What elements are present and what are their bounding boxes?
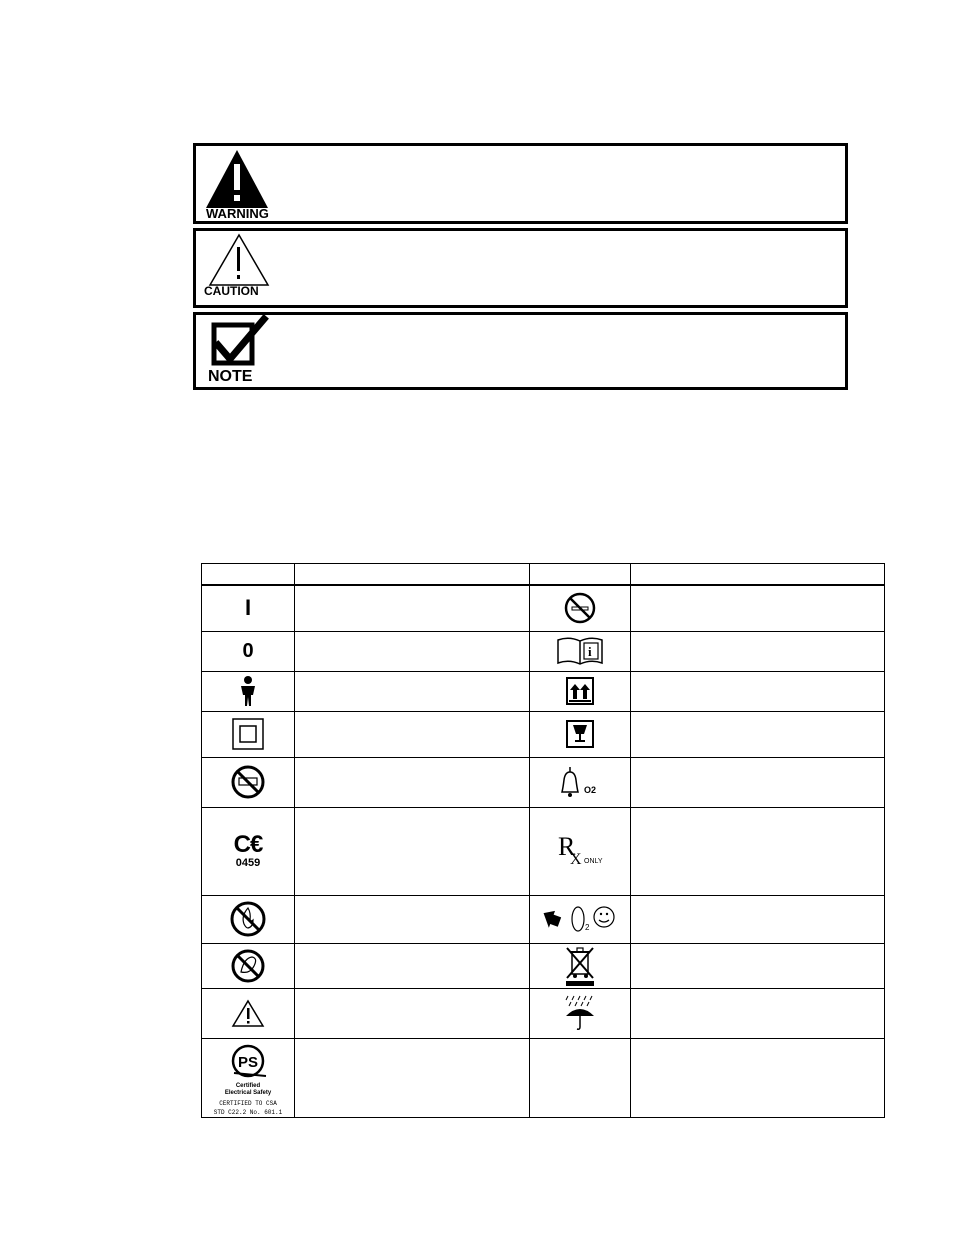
header-cell (631, 564, 885, 586)
csa-certified-text: Certified (235, 1082, 261, 1089)
rx-r-letter: R (558, 832, 576, 861)
note-box (193, 312, 848, 390)
type-b-applied-part-icon (202, 671, 295, 711)
table-cell (295, 988, 530, 1038)
rx-x-letter: X (570, 851, 582, 868)
this-way-up-icon (530, 671, 631, 711)
csa-certification-icon (202, 1038, 295, 1117)
fragile-icon (530, 711, 631, 757)
table-row (202, 711, 885, 757)
no-oil-grease-icon (202, 757, 295, 807)
table-cell (295, 631, 530, 671)
caution-box (193, 228, 848, 308)
table-cell (631, 895, 885, 943)
table-row (202, 585, 885, 631)
table-cell (295, 1038, 530, 1117)
table-cell (295, 757, 530, 807)
table-row (202, 988, 885, 1038)
ce-mark-icon (202, 807, 295, 895)
table-header-row (202, 564, 885, 586)
table-cell (295, 585, 530, 631)
attention-triangle-icon (202, 988, 295, 1038)
csa-ps-letters: PS (238, 1053, 259, 1071)
keep-dry-icon (530, 988, 631, 1038)
consult-instructions-icon (530, 631, 631, 671)
warning-label: WARNING (206, 206, 269, 221)
class-ii-equipment-icon (202, 711, 295, 757)
table-cell (295, 807, 530, 895)
power-off-glyph: 0 (242, 639, 254, 662)
weee-disposal-icon (530, 943, 631, 988)
table-cell (295, 671, 530, 711)
table-cell (295, 711, 530, 757)
table-cell (295, 943, 530, 988)
header-cell (202, 564, 295, 586)
table-row (202, 1038, 885, 1117)
table-row (202, 757, 885, 807)
ce-mark-letters: C€ (233, 831, 263, 858)
power-off-icon (202, 631, 295, 671)
rx-only-text: ONLY (584, 858, 603, 865)
o2-label: O2 (584, 785, 597, 795)
power-on-icon (202, 585, 295, 631)
table-cell (631, 585, 885, 631)
caution-label: CAUTION (204, 284, 259, 298)
table-row (202, 943, 885, 988)
no-smoking-icon (530, 585, 631, 631)
rx-only-icon (530, 807, 631, 895)
table-cell (631, 757, 885, 807)
table-row (202, 895, 885, 943)
symbols-table (201, 563, 885, 1118)
table-cell (631, 988, 885, 1038)
ce-notified-body-number: 0459 (235, 857, 261, 869)
table-cell (631, 631, 885, 671)
o2-subscript: 2 (585, 923, 590, 932)
oxygen-outlet-icon (530, 895, 631, 943)
power-on-glyph: I (244, 595, 252, 621)
header-cell (530, 564, 631, 586)
note-label: NOTE (208, 368, 253, 385)
no-disassembly-icon (202, 943, 295, 988)
table-row (202, 631, 885, 671)
empty-symbol-cell (530, 1038, 631, 1117)
table-cell (295, 895, 530, 943)
header-cell (295, 564, 530, 586)
table-row (202, 807, 885, 895)
table-cell (631, 711, 885, 757)
no-open-flames-icon (202, 895, 295, 943)
table-cell (631, 1038, 885, 1117)
csa-standard-line2: STD C22.2 No. 601.1 (213, 1108, 283, 1116)
csa-electrical-safety-text: Electrical Safety (224, 1089, 272, 1096)
table-cell (631, 943, 885, 988)
csa-standard-line1: CERTIFIED TO CSA (219, 1099, 277, 1107)
oxygen-alarm-bell-icon (530, 757, 631, 807)
table-row (202, 671, 885, 711)
table-cell (631, 671, 885, 711)
table-cell (631, 807, 885, 895)
warning-box (193, 143, 848, 224)
info-letter: i (588, 644, 592, 659)
